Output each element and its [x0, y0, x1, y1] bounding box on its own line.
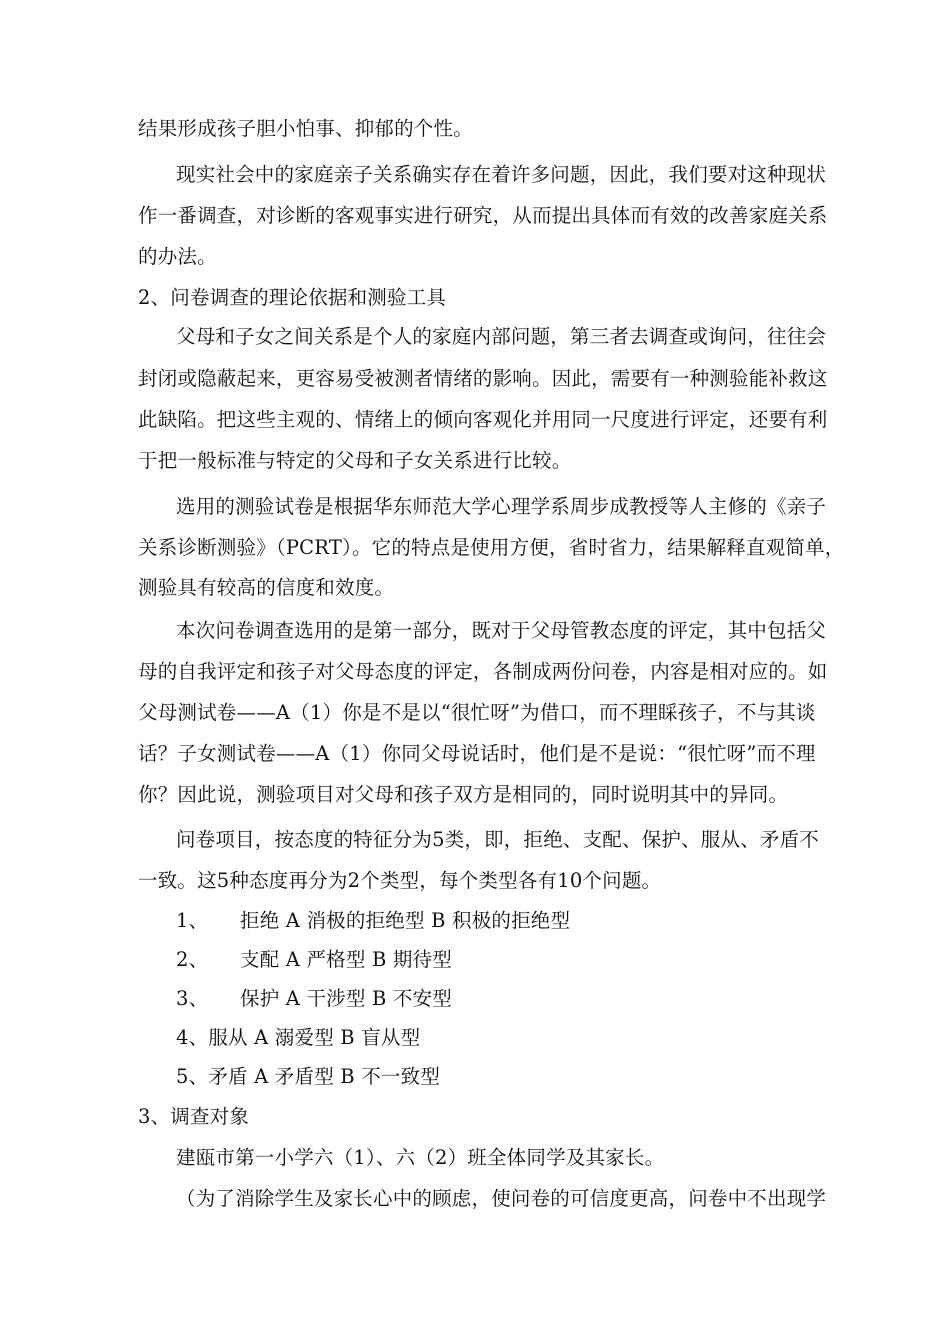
list-item-number: 1、 [176, 909, 209, 932]
paragraph-line: 你？因此说，测验项目对父母和孩子双方是相同的，同时说明其中的异同。 [138, 783, 789, 806]
list-item-text: 拒绝 A 消极的拒绝型 B 积极的拒绝型 [240, 909, 571, 932]
list-item [176, 986, 950, 1012]
list-item-number: 4、 [176, 1026, 209, 1049]
list-item-number: 2、 [176, 948, 209, 971]
list-item [176, 908, 950, 934]
list-item-text: 支配 A 严格型 B 期待型 [240, 948, 453, 971]
list-item-number: 3、 [176, 987, 209, 1010]
paragraph-line: 关系诊断测验》（PCRT）。它的特点是使用方便，省时省力，结果解释直观简单， [138, 536, 845, 559]
list-item [176, 1025, 950, 1051]
paragraph-line: 于把一般标准与特定的父母和子女关系进行比较。 [138, 449, 572, 472]
paragraph-line: 问卷项目，按态度的特征分为5类，即，拒绝、支配、保护、服从、矛盾不 [176, 828, 820, 851]
list-item-number: 5、 [176, 1065, 209, 1088]
section-heading: 3、调查对象 [138, 1105, 250, 1128]
paragraph-line: 作一番调查，对诊断的客观事实进行研究，从而提出具体而有效的改善家庭关系 [138, 204, 828, 227]
paragraph-line: 的办法。 [138, 245, 217, 268]
list-item-text: 保护 A 干涉型 B 不安型 [240, 987, 453, 1010]
paragraph-line: 一致。这5种态度再分为2个类型，每个类型各有10个问题。 [138, 869, 662, 892]
paragraph-line: 父母测试卷——A（1）你是不是以“很忙呀”为借口，而不理睬孩子，不与其谈 [138, 701, 816, 724]
paragraph-line: 本次问卷调查选用的是第一部分，既对于父母管教态度的评定，其中包括父 [176, 619, 827, 642]
paragraph-line: 现实社会中的家庭亲子关系确实存在着许多问题，因此，我们要对这种现状 [176, 163, 827, 186]
section-heading: 2、问卷调查的理论依据和测验工具 [138, 286, 447, 309]
list-item-text: 矛盾 A 矛盾型 B 不一致型 [208, 1065, 441, 1088]
paragraph-line: 选用的测验试卷是根据华东师范大学心理学系周步成教授等人主修的《亲子 [176, 495, 827, 518]
paragraph-line: 此缺陷。把这些主观的、情绪上的倾向客观化并用同一尺度进行评定，还要有利 [138, 408, 828, 431]
list-item [176, 1064, 950, 1090]
list-item-text: 服从 A 溺爱型 B 盲从型 [208, 1026, 421, 1049]
paragraph-line: 封闭或隐蔽起来，更容易受被测者情绪的影响。因此，需要有一种测验能补救这 [138, 367, 828, 390]
paragraph-line: 测验具有较高的信度和效度。 [138, 576, 395, 599]
list-item [176, 947, 950, 973]
paragraph-line: 结果形成孩子胆小怕事、抑郁的个性。 [138, 117, 473, 140]
paragraph-line: 话？子女测试卷——A（1）你同父母说话时，他们是不是说：“很忙呀”而不理 [138, 742, 816, 765]
paragraph-line: （为了消除学生及家长心中的顾虑，使问卷的可信度更高，问卷中不出现学 [176, 1187, 827, 1210]
paragraph-line: 建瓯市第一小学六（1）、六（2）班全体同学及其家长。 [176, 1146, 665, 1169]
paragraph-line: 父母和子女之间关系是个人的家庭内部问题，第三者去调查或询问，往往会 [176, 325, 827, 348]
paragraph-line: 母的自我评定和孩子对父母态度的评定，各制成两份问卷，内容是相对应的。如 [138, 660, 828, 683]
